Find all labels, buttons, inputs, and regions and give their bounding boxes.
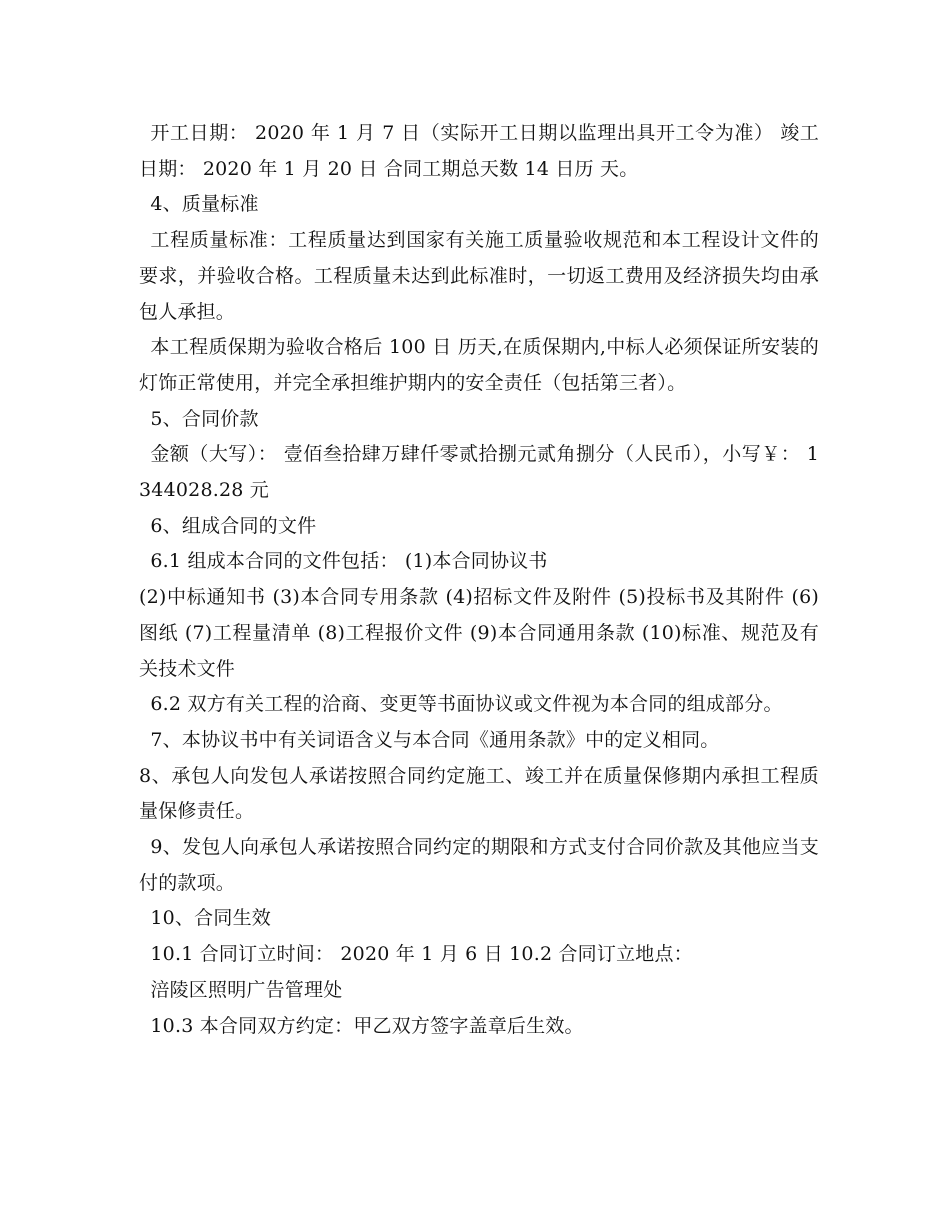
contract-signing-time: 10.1 合同订立时间： 2020 年 1 月 6 日 10.2 合同订立地点：: [150, 943, 693, 966]
contract-documents-6-2: 6.2 双方有关工程的洽商、变更等书面协议或文件视为本合同的组成部分。: [150, 693, 783, 716]
contract-documents-heading: 6、组成合同的文件: [150, 514, 317, 537]
definitions-clause: 7、本协议书中有关词语含义与本合同《通用条款》中的定义相同。: [150, 728, 720, 751]
contract-amount-text: 金额（大写）： 壹佰叁拾肆万肆仟零贰拾捌元贰角捌分（人民币），小写￥： 1344028.28 元: [139, 443, 819, 502]
warranty-period-text: 本工程质保期为验收合格后 100 日 历天,在质保期内,中标人必须保证所安装的灯饰正常使用，并完全承担维护期内的安全责任（包括第三者）。: [139, 336, 819, 394]
contract-effective-clause: 10.3 本合同双方约定：甲乙双方签字盖章后生效。: [150, 1014, 584, 1037]
quality-standard-heading: 4、质量标准: [150, 193, 259, 216]
contract-documents-6-1: 6.1 组成本合同的文件包括： (1)本合同协议书: [150, 550, 548, 573]
contract-effective-heading: 10、合同生效: [150, 907, 271, 930]
start-completion-dates: 开工日期： 2020 年 1 月 7 日（实际开工日期以监理出具开工令为准） 竣工日期： 2020 年 1 月 20 日 合同工期总天数 14 日历 天。: [139, 122, 819, 180]
contract-documents-list: (2)中标通知书 (3)本合同专用条款 (4)招标文件及附件 (5)投标书及其附件 (6)图纸 (7)工程量清单 (8)工程报价文件 (9)本合同通用条款 (10)标准、规范及有关技术文件: [139, 586, 819, 680]
contract-signing-location: 涪陵区照明广告管理处: [150, 978, 343, 1001]
contractor-commitment-clause: 8、承包人向发包人承诺按照合同约定施工、竣工并在质量保修期内承担工程质量保修责任。: [139, 764, 819, 823]
employer-commitment-clause: 9、发包人向承包人承诺按照合同约定的期限和方式支付合同价款及其他应当支付的款项。: [139, 836, 819, 894]
document-page: [139, 116, 819, 1044]
quality-standard-text: 工程质量标准：工程质量达到国家有关施工质量验收规范和本工程设计文件的要求，并验收合格。工程质量未达到此标准时，一切返工费用及经济损失均由承包人承担。: [139, 229, 819, 323]
contract-price-heading: 5、合同价款: [150, 407, 259, 430]
